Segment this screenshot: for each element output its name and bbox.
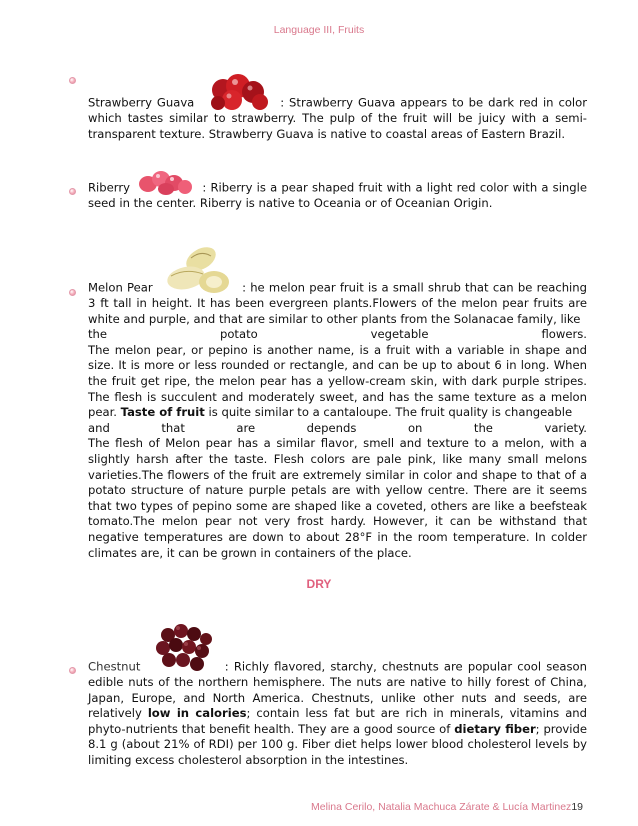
melon-body3: is quite similar to a cantaloupe. The fruit quality is changeable xyxy=(208,405,573,420)
chestnut-body1: edible nuts of the northern hemisphere. The nuts are native to hilly forest of China, Japan, Europe, and North America. Chestnuts, unlike other nuts and seeds, are relatively xyxy=(88,675,587,721)
riberry-body: seed in the center. Riberry is native to Oceania or of Oceanian Origin. xyxy=(88,196,493,210)
bullet-icon xyxy=(69,667,76,674)
guava-intro: : Strawberry Guava appears to be dark red in color xyxy=(280,95,588,110)
strawberry-guava-image xyxy=(205,73,273,111)
page-number: 19 xyxy=(571,801,583,813)
melon-pear-image xyxy=(163,244,235,296)
footer-authors: Melina Cerilo, Natalia Machuca Zárate & Lucía Martinez xyxy=(311,801,572,813)
guava-paragraph xyxy=(88,73,587,142)
chestnut-body3: ; provide 8.1 g (about 21% of RDI) per 100 g. Fiber diet helps lower blood cholesterol levels by limiting excess cholesterol absorption in the intestines. xyxy=(88,721,587,767)
riberry-image xyxy=(136,166,194,196)
chestnut-name: Chestnut xyxy=(88,659,141,674)
chestnut-intro: : Richly flavored, starchy, chestnuts are popular cool season xyxy=(224,659,588,674)
guava-body: which tastes similar to strawberry. The pulp of the fruit will be juicy with a semi-transparent texture. Strawberry Guava is native to coastal areas of Eastern Brazil. xyxy=(88,111,587,141)
riberry-intro: : Riberry is a pear shaped fruit with a light red color with a single xyxy=(202,180,587,195)
page-footer xyxy=(0,801,583,813)
riberry-paragraph xyxy=(88,166,587,212)
chestnut-body2: ; contain less fat but are rich in minerals, vitamins and phyto-nutrients that benefit health. They are a good source of xyxy=(88,706,588,736)
chestnut-bold-calories: low in calories xyxy=(147,706,247,721)
melon-name: Melon Pear xyxy=(88,280,153,295)
bullet-icon xyxy=(69,77,76,84)
chestnut-bold-fiber: dietary fiber xyxy=(454,721,536,736)
bullet-icon xyxy=(69,188,76,195)
chestnut-image xyxy=(154,621,216,675)
melon-paragraph-2 xyxy=(88,343,587,421)
entry-chestnut xyxy=(88,621,587,769)
riberry-name: Riberry xyxy=(88,180,130,195)
melon-body2: The melon pear, or pepino is another name, is a fruit with a variable in shape and size. It is more or less rounded or rectangle, and can be up to about 6 in long. When the fruit get ripe, the melon pear has a yellow-cream skin, with dark purple stripes. The flesh is succulent and moderately sweet, and has the same texture as a melon pear. xyxy=(88,342,587,420)
section-title-dry: DRY xyxy=(306,577,332,591)
melon-body1: ft tall in height. It has been evergreen plants.Flowers of the melon pear fruits are white and purple, and that are similar to other plants from the Solanacae family, like xyxy=(88,296,587,326)
chestnut-paragraph xyxy=(88,621,587,769)
melon-taste-bold: Taste of fruit xyxy=(120,405,205,420)
melon-paragraph xyxy=(88,244,587,327)
melon-line-the: the potato vegetable flowers. xyxy=(88,327,587,342)
melon-intro: : he melon pear fruit is a small shrub that can be reaching 3 xyxy=(88,280,587,310)
bullet-icon xyxy=(69,289,76,296)
guava-name: Strawberry Guava xyxy=(88,95,195,110)
melon-body4: The flesh of Melon pear has a similar flavor, smell and texture to a melon, with a slightly harsh after the taste. Flesh colors are pale pink, like many small melons varieties.The flowers of the fruit are extremely similar in color and shape to that of a potato structure of nature purple petals are with yellow centre. There are it seems that two types of pepino some are shaped like a coveted, others are like a beefsteak tomato.The melon pear not very frost hardy. However, it can be withstand that negative temperatures are down to about 28°F in the room temperature. In colder climates are, it can be grown in containers of the place. xyxy=(88,436,587,560)
entry-strawberry-guava xyxy=(88,73,587,142)
entry-melon-pear xyxy=(88,244,587,561)
page-header: Language III, Fruits xyxy=(273,24,365,36)
entry-riberry xyxy=(88,166,587,212)
melon-line-and: and that are depends on the variety. xyxy=(88,420,587,435)
